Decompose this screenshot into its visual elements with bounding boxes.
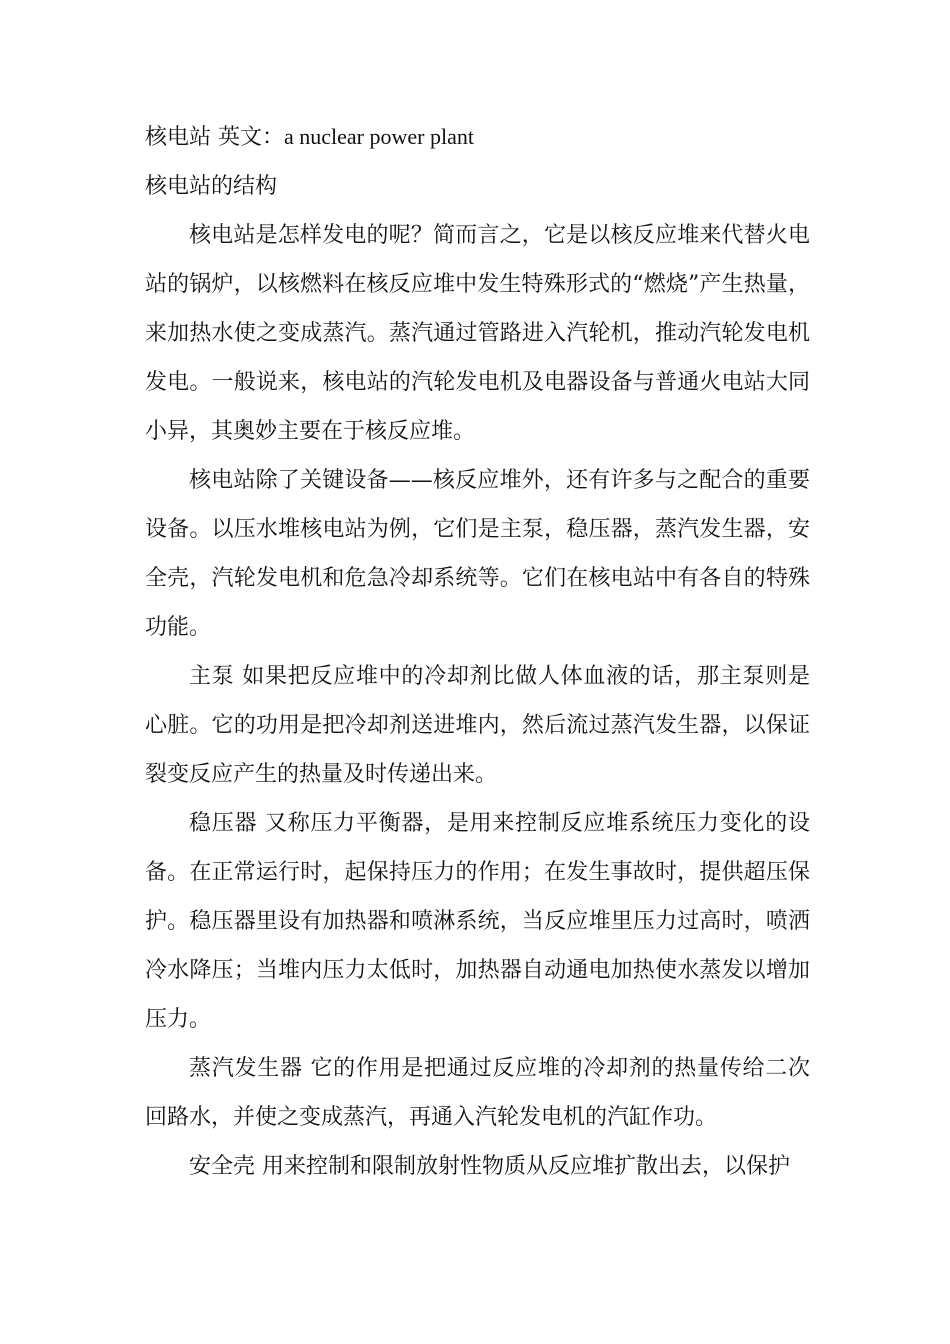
title-chinese: 核电站 英文：: [145, 125, 284, 150]
title-line: [145, 112, 810, 162]
document-body: [145, 112, 810, 1191]
title-english: a nuclear power plant: [284, 124, 474, 149]
paragraph-equipment: 核电站除了关键设备——核反应堆外，还有许多与之配合的重要设备。以压水堆核电站为例，它们是主泵，稳压器，蒸汽发生器，安全壳，汽轮发电机和危急冷却系统等。它们在核电站中有各自的特殊功能。: [145, 468, 810, 640]
paragraph-steam-generator: 蒸汽发生器 它的作用是把通过反应堆的冷却剂的热量传给二次回路水，并使之变成蒸汽，再通入汽轮发电机的汽缸作功。: [145, 1056, 810, 1130]
paragraph-containment: 安全壳 用来控制和限制放射性物质从反应堆扩散出去，以保护: [189, 1154, 790, 1179]
section-heading: 核电站的结构: [145, 174, 278, 199]
paragraph-pressurizer: 稳压器 又称压力平衡器，是用来控制反应堆系统压力变化的设备。在正常运行时，起保持压力的作用；在发生事故时，提供超压保护。稳压器里设有加热器和喷淋系统，当反应堆里压力过高时，喷洒冷水降压；当堆内压力太低时，加热器自动通电加热使水蒸发以增加压力。: [145, 811, 810, 1032]
paragraph-main-pump: 主泵 如果把反应堆中的冷却剂比做人体血液的话，那主泵则是心脏。它的功用是把冷却剂送进堆内，然后流过蒸汽发生器，以保证裂变反应产生的热量及时传递出来。: [145, 664, 810, 787]
paragraph-intro: 核电站是怎样发电的呢？简而言之，它是以核反应堆来代替火电站的锅炉，以核燃料在核反应堆中发生特殊形式的“燃烧”产生热量，来加热水使之变成蒸汽。蒸汽通过管路进入汽轮机，推动汽轮发电机发电。一般说来，核电站的汽轮发电机及电器设备与普通火电站大同小异，其奥妙主要在于核反应堆。: [145, 223, 810, 444]
